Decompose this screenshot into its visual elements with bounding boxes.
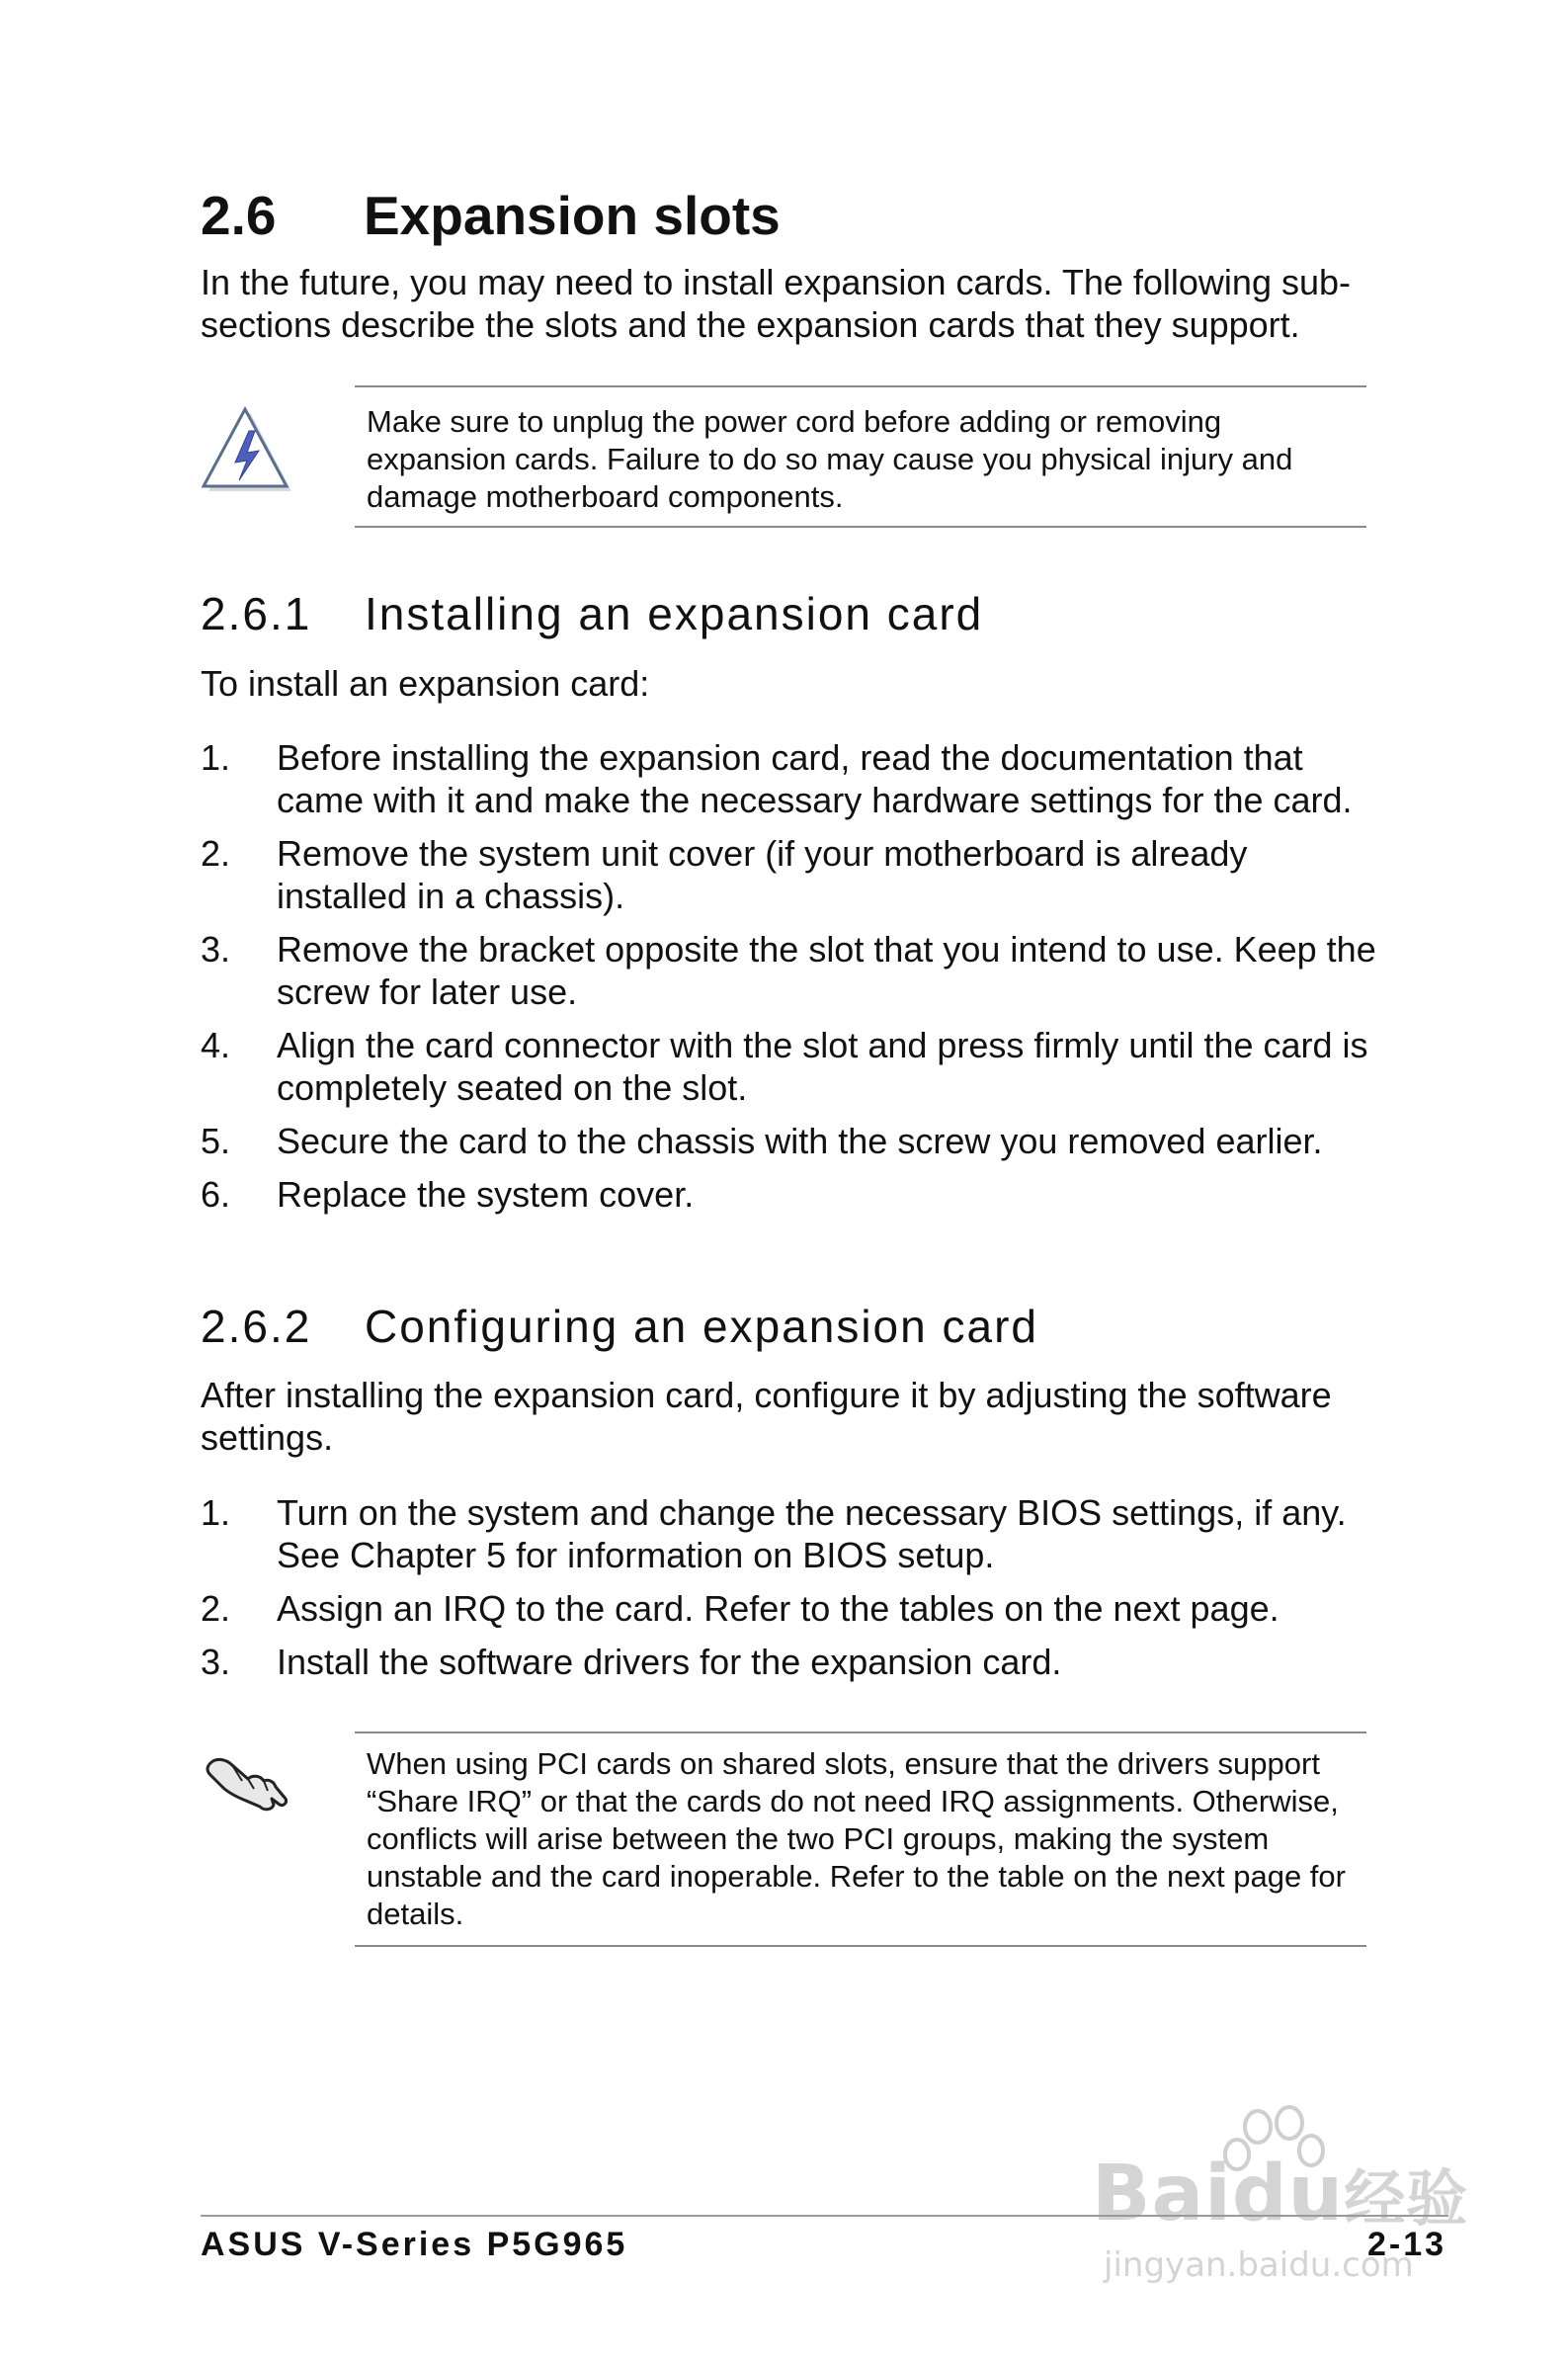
step-number: 1. (201, 737, 231, 778)
step-number: 3. (201, 929, 231, 970)
watermark-cn: 经验 (1344, 2162, 1469, 2235)
step-text: Secure the card to the chassis with the screw you removed earlier. (277, 1121, 1323, 1161)
note-top-rule (355, 1731, 1366, 1733)
step-text: Align the card connector with the slot and press firmly until the card is completely seated on the slot. (277, 1025, 1368, 1108)
step-number: 4. (201, 1025, 231, 1065)
step-number: 5. (201, 1121, 231, 1161)
page-number: 2-13 (1367, 2226, 1447, 2263)
warning-triangle-lightning-icon (198, 405, 291, 494)
subsection-title: Installing an expansion card (365, 588, 984, 639)
subsection-heading-installing (201, 587, 983, 640)
subsection-number: 2.6.2 (201, 1301, 312, 1352)
step-number: 6. (201, 1174, 231, 1215)
step-text: Remove the bracket opposite the slot that you intend to use. Keep the screw for later use. (277, 929, 1376, 1012)
step-number: 2. (201, 1588, 231, 1629)
note-bottom-rule (355, 1945, 1366, 1947)
configuring-lead: After installing the expansion card, configure it by adjusting the software settings. (201, 1375, 1332, 1458)
step-text: Replace the system cover. (277, 1174, 695, 1215)
list-item (201, 1024, 1386, 1109)
warning-top-rule (355, 385, 1366, 387)
step-text: Install the software drivers for the expansion card. (277, 1642, 1062, 1682)
warning-bottom-rule (355, 526, 1366, 528)
footer-rule (201, 2215, 1448, 2217)
pointing-hand-note-icon (203, 1749, 291, 1818)
list-item (201, 1641, 1386, 1683)
step-number: 2. (201, 833, 231, 874)
list-item (201, 832, 1386, 917)
step-number: 1. (201, 1492, 231, 1533)
list-item (201, 1491, 1386, 1576)
subsection-heading-configuring (201, 1300, 1038, 1353)
warning-text: Make sure to unplug the power cord before adding or removing expansion cards. Failure to do so may cause you physical injury and damage motherboard components. (367, 404, 1293, 514)
step-text: Remove the system unit cover (if your motherboard is already installed in a chassis). (277, 833, 1248, 916)
watermark-brand: Baidu (1092, 2150, 1345, 2238)
note-text: When using PCI cards on shared slots, ensure that the drivers support “Share IRQ” or that the cards do not need IRQ assignments. Otherwise, conflicts will arise between the two PCI groups, making the system unstable and the card inoperable. Refer to the table on the next page for details. (367, 1746, 1346, 1931)
list-item (201, 1120, 1386, 1162)
installing-lead: To install an expansion card: (201, 663, 650, 704)
section-intro: In the future, you may need to install expansion cards. The following sub-sections describe the slots and the expansion cards that they support. (201, 262, 1352, 345)
installing-steps (201, 736, 1386, 1226)
configuring-steps (201, 1491, 1386, 1694)
list-item (201, 736, 1386, 821)
section-heading (201, 184, 781, 247)
list-item (201, 1173, 1386, 1216)
step-text: Before installing the expansion card, read the documentation that came with it and make the necessary hardware settings for the card. (277, 737, 1353, 820)
section-number: 2.6 (201, 185, 277, 246)
list-item (201, 1587, 1386, 1630)
subsection-number: 2.6.1 (201, 588, 312, 639)
step-number: 3. (201, 1642, 231, 1682)
footer-product: ASUS V-Series P5G965 (201, 2226, 628, 2263)
watermark-url: jingyan.baidu.com (1104, 2245, 1414, 2285)
list-item (201, 928, 1386, 1013)
step-text: Assign an IRQ to the card. Refer to the tables on the next page. (277, 1588, 1279, 1629)
section-title: Expansion slots (364, 185, 781, 246)
step-text: Turn on the system and change the necessary BIOS settings, if any. See Chapter 5 for information on BIOS setup. (277, 1492, 1347, 1575)
subsection-title: Configuring an expansion card (365, 1301, 1038, 1352)
